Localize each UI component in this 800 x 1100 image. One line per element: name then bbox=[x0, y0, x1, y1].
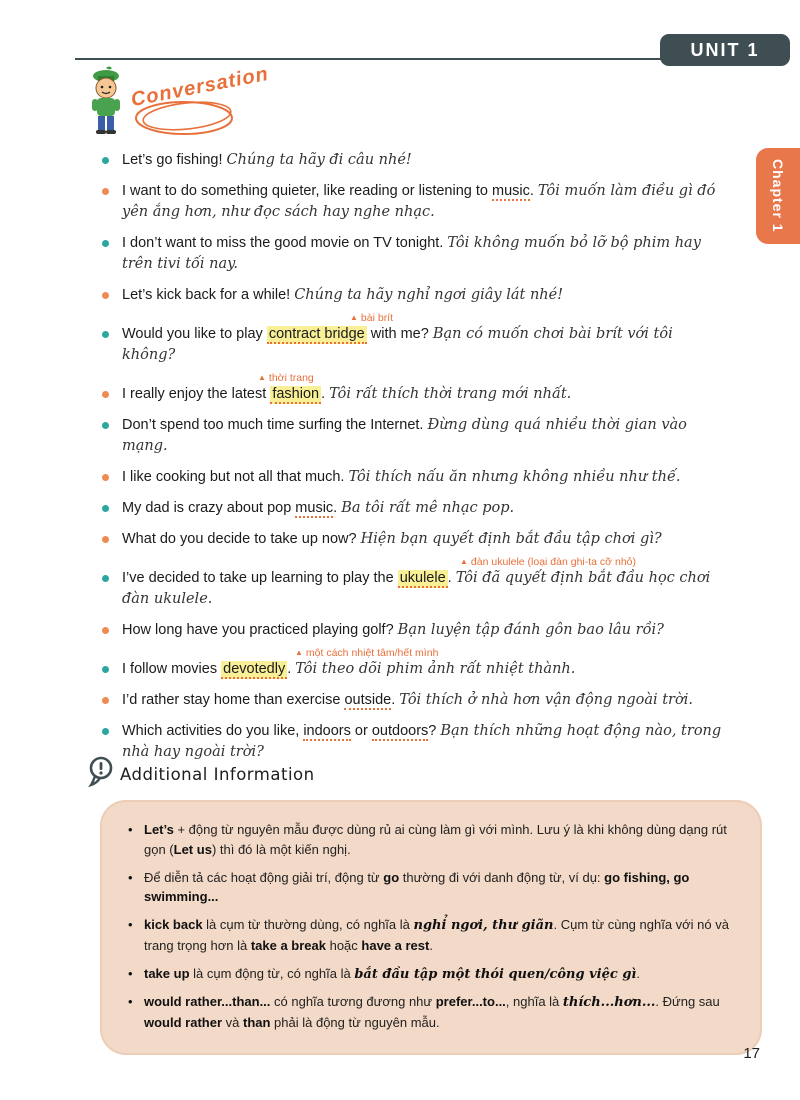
conversation-item bbox=[100, 690, 728, 711]
text-segment: Tôi thích nấu ăn nhưng không nhiều như thế. bbox=[348, 469, 681, 486]
text-segment: take up bbox=[144, 965, 190, 981]
header-rule bbox=[75, 58, 663, 60]
text-segment: Ba tôi rất mê nhạc pop. bbox=[341, 500, 515, 517]
text-segment: would rather bbox=[144, 1015, 223, 1030]
conversation-item bbox=[100, 181, 728, 223]
conversation-item bbox=[100, 233, 728, 275]
conversation-item bbox=[100, 285, 728, 306]
bullet-icon bbox=[102, 627, 109, 634]
text-segment: Tôi theo dõi phim ảnh rất nhiệt thành. bbox=[295, 661, 576, 678]
text-segment: contract bridge bbox=[268, 326, 365, 343]
conversation-item bbox=[100, 150, 728, 171]
text-segment: Which activities do you like, bbox=[122, 723, 304, 740]
text-segment: Tôi không muốn bỏ lỡ bộ phim hay trên tivi tối nay. bbox=[122, 235, 701, 273]
text-segment: Bạn luyện tập đánh gôn bao lâu rồi? bbox=[397, 622, 664, 639]
bullet-icon: • bbox=[128, 965, 133, 981]
additional-item bbox=[128, 915, 736, 956]
text-segment: . bbox=[447, 570, 456, 587]
text-segment: kick back bbox=[144, 917, 203, 932]
text-segment: I’ve decided to take up learning to play the bbox=[122, 570, 398, 587]
conversation-item bbox=[100, 620, 728, 641]
text-segment: Tôi muốn làm điều gì đó yên ắng hơn, như đọc sách hay nghe nhạc. bbox=[122, 183, 716, 221]
text-segment: or bbox=[350, 723, 372, 740]
text-segment: hoặc bbox=[325, 937, 362, 953]
text-segment: music bbox=[295, 500, 334, 517]
text-segment: Don’t spend too much time surfing the Internet. bbox=[122, 417, 428, 434]
conversation-item bbox=[100, 529, 728, 550]
conversation-list bbox=[100, 150, 728, 773]
text-segment: là cụm từ thường dùng, có nghĩa là bbox=[202, 917, 414, 932]
text-segment: have a rest bbox=[361, 937, 430, 953]
text-segment: Let’s bbox=[144, 822, 174, 837]
text-segment: Let’s go fishing! bbox=[122, 152, 227, 168]
text-segment: . bbox=[287, 661, 296, 678]
bullet-icon: • bbox=[128, 917, 133, 932]
text-segment: I follow movies bbox=[122, 661, 222, 678]
text-segment: . bbox=[636, 965, 640, 981]
conversation-item bbox=[100, 556, 728, 610]
text-segment: . bbox=[333, 500, 342, 517]
text-segment: , nghĩa là bbox=[505, 994, 563, 1010]
text-segment: ukulele bbox=[399, 570, 446, 587]
conversation-item bbox=[100, 467, 728, 488]
additional-info-box bbox=[100, 800, 762, 1055]
scribble-icon bbox=[132, 96, 242, 145]
conversation-item bbox=[100, 372, 728, 405]
text-segment: Let us bbox=[173, 841, 212, 857]
bullet-icon bbox=[102, 331, 109, 338]
bullet-icon bbox=[102, 474, 109, 481]
text-segment: I like cooking but not all that much. bbox=[122, 469, 349, 486]
bullet-icon bbox=[102, 575, 109, 582]
text-segment: . Đứng sau bbox=[655, 994, 720, 1010]
bullet-icon bbox=[102, 505, 109, 512]
text-segment: Hiện bạn quyết định bắt đầu tập chơi gì? bbox=[360, 531, 662, 548]
text-segment: Let’s kick back for a while! bbox=[122, 287, 295, 304]
additional-list bbox=[128, 820, 736, 1033]
bullet-icon bbox=[102, 536, 109, 543]
text-segment: I really enjoy the latest bbox=[122, 386, 271, 403]
bullet-icon bbox=[102, 188, 109, 195]
conversation-item bbox=[100, 498, 728, 519]
speech-bubble-icon bbox=[88, 756, 114, 793]
text-segment: là cụm động từ, có nghĩa là bbox=[189, 965, 355, 981]
gloss-annotation: ▲ một cách nhiệt tâm/hết mình bbox=[295, 646, 438, 661]
section-title: Conversation bbox=[129, 62, 271, 112]
text-segment: nghỉ ngơi, thư giãn bbox=[413, 918, 554, 933]
text-segment: go fishing, go swimming... bbox=[144, 869, 690, 905]
text-segment: Tôi thích ở nhà hơn vận động ngoài trời. bbox=[399, 692, 693, 709]
additional-item bbox=[128, 820, 736, 860]
bullet-icon bbox=[102, 697, 109, 704]
text-segment: . bbox=[429, 937, 433, 953]
text-segment: bắt đầu tập một thói quen/công việc gì bbox=[354, 966, 637, 982]
text-segment: music bbox=[491, 183, 530, 200]
text-segment: devotedly bbox=[223, 661, 286, 678]
text-segment: My dad is crazy about pop bbox=[122, 500, 296, 517]
text-segment: outdoors bbox=[371, 723, 429, 740]
bullet-icon bbox=[102, 666, 109, 673]
page-number: 17 bbox=[743, 1045, 760, 1062]
text-segment: . bbox=[391, 692, 400, 709]
chapter-tab: Chapter 1 bbox=[756, 148, 800, 244]
bullet-icon bbox=[102, 391, 109, 398]
text-segment: Chúng ta hãy đi câu nhé! bbox=[226, 152, 412, 168]
text-segment: . bbox=[529, 183, 538, 200]
conversation-item bbox=[100, 721, 728, 763]
conversation-item bbox=[100, 312, 728, 366]
text-segment: . Cụm từ cùng nghĩa với nó và trang trọng hơn là bbox=[144, 917, 729, 953]
text-segment: Để diễn tả các hoạt động giải trí, động từ bbox=[144, 869, 384, 885]
text-segment: I want to do something quieter, like reading or listening to bbox=[122, 183, 492, 200]
text-segment: outside bbox=[344, 692, 392, 709]
text-segment: Đừng dùng quá nhiều thời gian vào mạng. bbox=[122, 417, 687, 455]
text-segment: Chúng ta hãy nghỉ ngơi giây lát nhé! bbox=[294, 287, 564, 304]
text-segment: I don’t want to miss the good movie on TV tonight. bbox=[122, 235, 448, 252]
text-segment: + động từ nguyên mẫu được dùng rủ ai cùng làm gì với mình. Lưu ý là khi không dùng dạng rút gọn ( bbox=[144, 822, 727, 857]
additional-info-title: Additional Information bbox=[120, 765, 315, 784]
text-segment: than bbox=[242, 1015, 271, 1030]
text-segment: take a break bbox=[250, 937, 326, 953]
bullet-icon: • bbox=[128, 994, 133, 1010]
gloss-annotation: ▲ đàn ukulele (loại đàn ghi-ta cỡ nhỏ) bbox=[460, 555, 636, 570]
text-segment: go bbox=[383, 869, 400, 885]
text-segment: và bbox=[222, 1015, 243, 1030]
text-segment: indoors bbox=[303, 723, 351, 740]
text-segment: I’d rather stay home than exercise bbox=[122, 692, 345, 709]
gloss-annotation: ▲ thời trang bbox=[258, 371, 314, 386]
text-segment: thường đi với danh động từ, ví dụ: bbox=[399, 869, 605, 885]
text-segment: How long have you practiced playing golf? bbox=[122, 622, 398, 639]
additional-item bbox=[128, 992, 736, 1033]
additional-item bbox=[128, 868, 736, 908]
bullet-icon bbox=[102, 240, 109, 247]
text-segment: thích...hơn... bbox=[562, 995, 656, 1011]
additional-item bbox=[128, 964, 736, 985]
text-segment: Would you like to play bbox=[122, 326, 267, 343]
bullet-icon: • bbox=[128, 822, 133, 837]
conversation-item bbox=[100, 415, 728, 457]
gloss-annotation: ▲ bài brít bbox=[350, 311, 393, 326]
text-segment: . bbox=[321, 386, 330, 403]
conversation-item bbox=[100, 647, 728, 680]
text-segment: Bạn có muốn chơi bài brít với tôi không? bbox=[122, 326, 673, 364]
bullet-icon bbox=[102, 292, 109, 299]
text-segment: What do you decide to take up now? bbox=[122, 531, 361, 548]
text-segment: ) thì đó là một kiến nghị. bbox=[211, 841, 351, 857]
text-segment: có nghĩa tương đương như bbox=[270, 994, 436, 1010]
text-segment: with me? bbox=[366, 326, 433, 343]
text-segment: Tôi rất thích thời trang mới nhất. bbox=[329, 386, 572, 403]
bullet-icon bbox=[102, 422, 109, 429]
bullet-icon bbox=[102, 157, 109, 164]
text-segment: Bạn thích những hoạt động nào, trong nhà hay ngoài trời? bbox=[122, 723, 722, 761]
text-segment: fashion bbox=[272, 386, 320, 403]
text-segment: Tôi đã quyết định bắt đầu học chơi đàn ukulele. bbox=[122, 570, 711, 608]
text-segment: would rather...than... bbox=[144, 994, 271, 1010]
bullet-icon bbox=[102, 728, 109, 735]
text-segment: phải là động từ nguyên mẫu. bbox=[270, 1015, 440, 1030]
bullet-icon: • bbox=[128, 869, 133, 885]
unit-badge: UNIT 1 bbox=[660, 34, 790, 66]
mascot-icon bbox=[84, 66, 132, 143]
text-segment: ? bbox=[428, 723, 441, 740]
text-segment: prefer...to... bbox=[435, 994, 506, 1010]
